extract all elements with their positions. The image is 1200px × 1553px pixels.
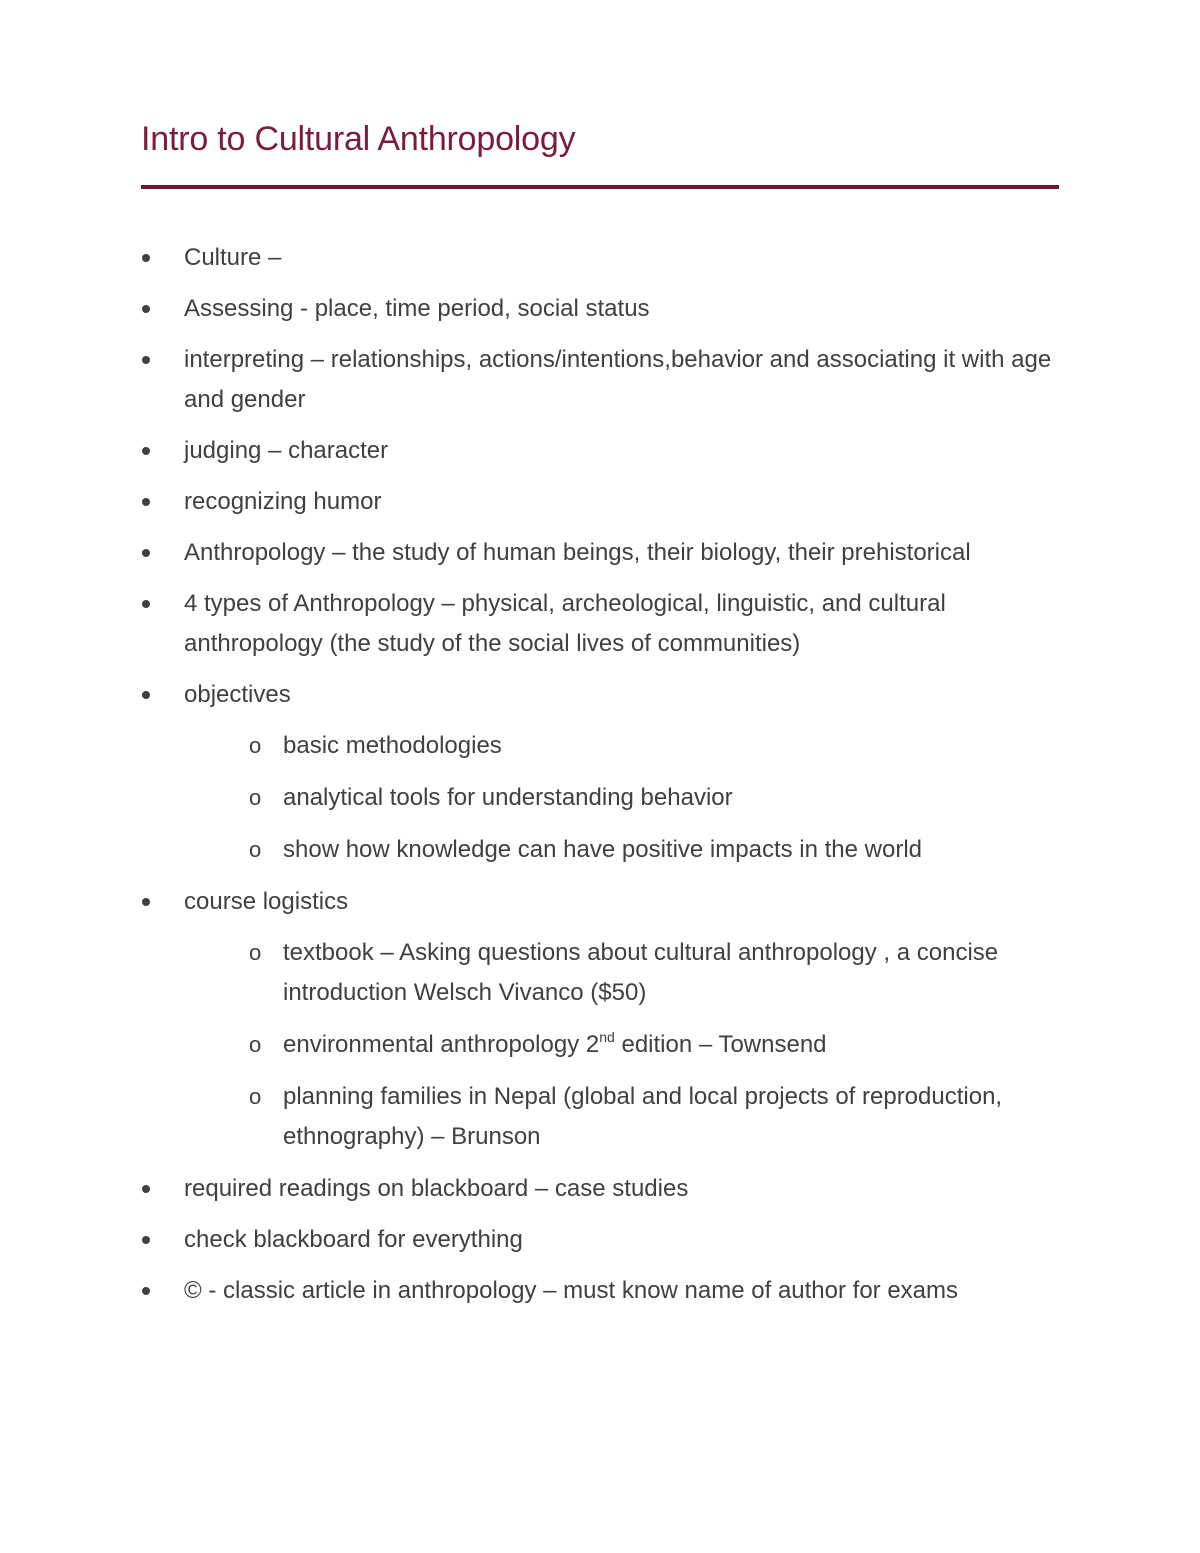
page-title: Intro to Cultural Anthropology: [141, 120, 576, 158]
list-item-text: course logistics: [184, 888, 349, 915]
circle-bullet-icon: o: [249, 1032, 262, 1057]
list-item-text: Culture –: [184, 244, 282, 271]
sub-list-item-text: basic methodologies: [283, 732, 502, 759]
list-item: [141, 340, 1061, 420]
bullet-dot-icon: [142, 1236, 150, 1244]
list-item-text: interpreting – relationships, actions/intentions,behavior and associating it with age and gender: [184, 346, 1052, 413]
list-item-text: objectives: [184, 681, 291, 708]
ordinal-superscript: nd: [599, 1029, 615, 1045]
list-item: [141, 238, 1061, 278]
list-item: [141, 584, 1061, 664]
bullet-dot-icon: [142, 254, 150, 262]
bullet-dot-icon: [142, 549, 150, 557]
title-underline: [141, 185, 1059, 189]
circle-bullet-icon: o: [249, 785, 262, 810]
list-item-text: Anthropology – the study of human beings, their biology, their prehistorical: [184, 539, 971, 566]
sub-list-item: [141, 1077, 1061, 1157]
sub-list-item: [141, 726, 1061, 766]
list-item-text: judging – character: [184, 437, 389, 464]
circle-bullet-icon: o: [249, 733, 262, 758]
list-item: [141, 1220, 1061, 1260]
list-item: [141, 482, 1061, 522]
list-item: [141, 431, 1061, 471]
sub-list-item-text: show how knowledge can have positive impacts in the world: [283, 836, 923, 863]
bullet-dot-icon: [142, 1287, 150, 1295]
sub-list-item-text-before: environmental anthropology 2: [283, 1031, 600, 1058]
bullet-dot-icon: [142, 898, 150, 906]
circle-bullet-icon: o: [249, 837, 262, 862]
sub-list-item: [141, 778, 1061, 818]
list-item-text: 4 types of Anthropology – physical, archeological, linguistic, and cultural anthropology (the study of the social lives of communities): [184, 590, 946, 657]
list-item-text: required readings on blackboard – case studies: [184, 1175, 689, 1202]
list-item: [141, 1169, 1061, 1209]
bullet-dot-icon: [142, 691, 150, 699]
bullet-list: [141, 238, 1061, 1322]
list-item-text: © - classic article in anthropology – must know name of author for exams: [184, 1277, 959, 1304]
list-item-objectives: [141, 675, 1061, 870]
list-item: [141, 1271, 1061, 1311]
list-item: [141, 533, 1061, 573]
sub-list-item-text: planning families in Nepal (global and local projects of reproduction, ethnography) – Brunson: [283, 1083, 1003, 1150]
bullet-dot-icon: [142, 1185, 150, 1193]
list-item-text: check blackboard for everything: [184, 1226, 523, 1253]
sub-list-item-text: analytical tools for understanding behavior: [283, 784, 733, 811]
bullet-dot-icon: [142, 447, 150, 455]
sub-list-item: [141, 1025, 1061, 1065]
sub-list-item: [141, 933, 1061, 1013]
circle-bullet-icon: o: [249, 1084, 262, 1109]
sub-list-item-text-after: edition – Townsend: [614, 1031, 827, 1058]
circle-bullet-icon: o: [249, 940, 262, 965]
bullet-dot-icon: [142, 305, 150, 313]
bullet-dot-icon: [142, 600, 150, 608]
list-item-text: Assessing - place, time period, social status: [184, 295, 650, 322]
bullet-dot-icon: [142, 356, 150, 364]
sub-list-item-text: textbook – Asking questions about cultural anthropology , a concise introduction Welsch Vivanco ($50): [283, 939, 999, 1006]
list-item: [141, 289, 1061, 329]
sub-list: [141, 726, 1061, 870]
sub-list: [141, 933, 1061, 1157]
list-item-course-logistics: [141, 882, 1061, 1157]
bullet-dot-icon: [142, 498, 150, 506]
list-item-text: recognizing humor: [184, 488, 382, 515]
sub-list-item: [141, 830, 1061, 870]
